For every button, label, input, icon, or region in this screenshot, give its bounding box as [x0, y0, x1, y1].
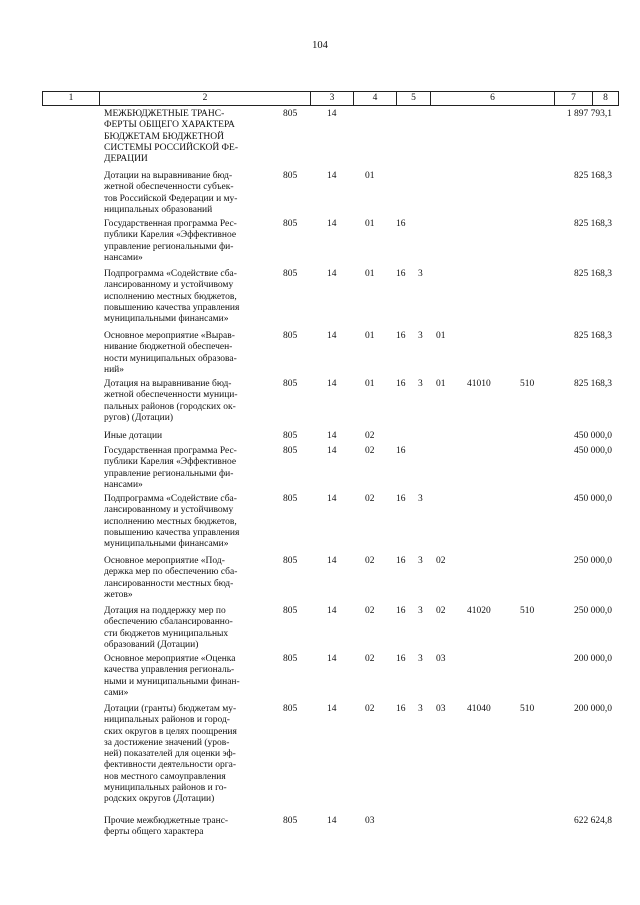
cell-col-3: 805: [283, 219, 298, 229]
cell-col-3: 805: [283, 109, 298, 119]
table-row: [0, 494, 640, 556]
cell-col-4: 14: [327, 331, 337, 341]
cell-col-5: 02: [365, 654, 375, 664]
cell-amount: 1 897 793,1: [566, 109, 612, 119]
cell-col-6-direction: 41010: [467, 379, 491, 389]
header-col-2: 2: [99, 92, 310, 105]
cell-col-4: 14: [327, 606, 337, 616]
cell-col-7: 510: [520, 379, 535, 389]
header-col-4: 4: [353, 92, 396, 105]
cell-col-3: 805: [283, 446, 298, 456]
cell-col-3: 805: [283, 704, 298, 714]
cell-col-4: 14: [327, 219, 337, 229]
cell-col-6-program: 16: [396, 494, 406, 504]
cell-col-6-event: 03: [436, 704, 446, 714]
cell-col-6-direction: 41020: [467, 606, 491, 616]
cell-amount: 250 000,0: [574, 606, 612, 616]
cell-col-4: 14: [327, 379, 337, 389]
cell-col-5: 02: [365, 704, 375, 714]
row-name: Основное мероприятие «Оценка качества управления региональ- ными и муниципальными финан- сами»: [104, 654, 240, 698]
cell-col-3: 805: [283, 606, 298, 616]
cell-amount: 200 000,0: [574, 704, 612, 714]
cell-col-4: 14: [327, 269, 337, 279]
cell-col-4: 14: [327, 816, 337, 826]
row-name: Дотации на выравнивание бюд- жетной обеспеченности субъек- тов Российской Федерации и му- ниципальных образований: [104, 171, 238, 215]
table-row: [0, 269, 640, 331]
cell-col-6-subprogram: 3: [418, 379, 423, 389]
cell-col-6-program: 16: [396, 556, 406, 566]
row-name: Основное мероприятие «Вырав- нивание бюджетной обеспечен- ности муниципальных образова- ний»: [104, 331, 237, 375]
cell-col-5: 01: [365, 171, 375, 181]
table-row: [0, 446, 640, 494]
table-row: [0, 704, 640, 816]
table-row: [0, 379, 640, 431]
cell-col-6-subprogram: 3: [418, 331, 423, 341]
cell-col-4: 14: [327, 494, 337, 504]
cell-col-6-event: 02: [436, 606, 446, 616]
table-row: [0, 556, 640, 606]
cell-col-4: 14: [327, 171, 337, 181]
cell-amount: 200 000,0: [574, 654, 612, 664]
row-name: Дотации (гранты) бюджетам му- ниципальных районов и город- ских округов в целях поощрения за достижение значений (уров- ней) показателей для оценки эф- фективности деятельности орга- нов местного самоуправления муниципальных районов и го- родских округов (Дотации): [104, 704, 237, 805]
cell-col-6-subprogram: 3: [418, 269, 423, 279]
cell-col-5: 02: [365, 431, 375, 441]
cell-col-5: 02: [365, 494, 375, 504]
row-name: Подпрограмма «Содействие сба- лансированному и устойчивому исполнению местных бюджетов, повышению качества управления муниципальными финансами»: [104, 494, 240, 550]
row-name: Иные дотации: [104, 431, 163, 441]
header-col-1: 1: [68, 93, 74, 103]
cell-col-3: 805: [283, 816, 298, 826]
cell-col-5: 01: [365, 331, 375, 341]
cell-col-6-subprogram: 3: [418, 556, 423, 566]
cell-col-3: 805: [283, 431, 298, 441]
cell-col-4: 14: [327, 704, 337, 714]
row-name: Дотация на выравнивание бюд- жетной обеспеченности муници- пальных районов (городских ок- ругов) (Дотации): [104, 379, 238, 423]
cell-col-6-program: 16: [396, 379, 406, 389]
cell-col-5: 01: [365, 219, 375, 229]
cell-col-5: 02: [365, 556, 375, 566]
table-row: [0, 331, 640, 379]
table-row: [0, 171, 640, 219]
cell-col-4: 14: [327, 556, 337, 566]
cell-amount: 825 168,3: [574, 219, 612, 229]
cell-col-7: 510: [520, 606, 535, 616]
cell-col-4: 14: [327, 109, 337, 119]
table-row: [0, 654, 640, 704]
cell-col-3: 805: [283, 331, 298, 341]
cell-col-6-program: 16: [396, 269, 406, 279]
cell-amount: 825 168,3: [574, 331, 612, 341]
cell-col-6-event: 01: [436, 379, 446, 389]
cell-col-3: 805: [283, 556, 298, 566]
row-name: Основное мероприятие «Под- держка мер по обеспечению сба- лансированности местных бюд- жетов»: [104, 556, 238, 600]
row-name: Государственная программа Рес- публики Карелия «Эффективное управление региональными фи- нансами»: [104, 219, 237, 263]
cell-amount: 825 168,3: [574, 171, 612, 181]
header-col-5: 5: [396, 92, 430, 105]
cell-amount: 450 000,0: [574, 446, 612, 456]
cell-col-6-event: 01: [436, 331, 446, 341]
cell-col-6-program: 16: [396, 331, 406, 341]
table-row: [0, 431, 640, 446]
cell-col-6-subprogram: 3: [418, 654, 423, 664]
cell-col-5: 02: [365, 606, 375, 616]
cell-col-6-event: 02: [436, 556, 446, 566]
row-name: МЕЖБЮДЖЕТНЫЕ ТРАНС- ФЕРТЫ ОБЩЕГО ХАРАКТЕРА БЮДЖЕТАМ БЮДЖЕТНОЙ СИСТЕМЫ РОССИЙСКОЙ ФЕ- ДЕРАЦИИ: [104, 109, 239, 165]
table-row: [0, 109, 640, 171]
row-name: Государственная программа Рес- публики Карелия «Эффективное управление региональными фи- нансами»: [104, 446, 237, 490]
cell-col-4: 14: [327, 446, 337, 456]
cell-col-3: 805: [283, 269, 298, 279]
table-body: [0, 109, 640, 844]
cell-col-5: 03: [365, 816, 375, 826]
cell-col-4: 14: [327, 654, 337, 664]
cell-amount: 450 000,0: [574, 431, 612, 441]
cell-col-3: 805: [283, 654, 298, 664]
cell-amount: 622 624,8: [574, 816, 612, 826]
cell-amount: 825 168,3: [574, 379, 612, 389]
table-row: [0, 219, 640, 269]
cell-col-6-program: 16: [396, 219, 406, 229]
cell-amount: 250 000,0: [574, 556, 612, 566]
cell-col-4: 14: [327, 431, 337, 441]
cell-col-6-program: 16: [396, 654, 406, 664]
cell-amount: 825 168,3: [574, 269, 612, 279]
row-name: Дотация на поддержку мер по обеспечению сбалансированно- сти бюджетов муниципальных образований (Дотации): [104, 606, 233, 650]
header-col-8: 8: [592, 92, 618, 105]
cell-col-6-subprogram: 3: [418, 494, 423, 504]
cell-col-6-program: 16: [396, 704, 406, 714]
cell-amount: 450 000,0: [574, 494, 612, 504]
cell-col-5: 01: [365, 269, 375, 279]
cell-col-6-event: 03: [436, 654, 446, 664]
cell-col-6-subprogram: 3: [418, 704, 423, 714]
table-header: [42, 91, 619, 106]
cell-col-3: 805: [283, 379, 298, 389]
cell-col-3: 805: [283, 494, 298, 504]
table-row: [0, 816, 640, 844]
cell-col-6-direction: 41040: [467, 704, 491, 714]
cell-col-5: 02: [365, 446, 375, 456]
cell-col-6-program: 16: [396, 446, 406, 456]
cell-col-6-subprogram: 3: [418, 606, 423, 616]
row-name: Подпрограмма «Содействие сба- лансированному и устойчивому исполнению местных бюджетов, повышению качества управления муниципальными финансами»: [104, 269, 240, 325]
cell-col-3: 805: [283, 171, 298, 181]
cell-col-7: 510: [520, 704, 535, 714]
header-col-7: 7: [554, 92, 592, 105]
header-col-6: 6: [430, 92, 554, 105]
header-col-3: 3: [310, 92, 353, 105]
table-row: [0, 606, 640, 654]
page-number: 104: [312, 40, 328, 51]
row-name: Прочие межбюджетные транс- ферты общего характера: [104, 816, 229, 838]
cell-col-5: 01: [365, 379, 375, 389]
cell-col-6-program: 16: [396, 606, 406, 616]
